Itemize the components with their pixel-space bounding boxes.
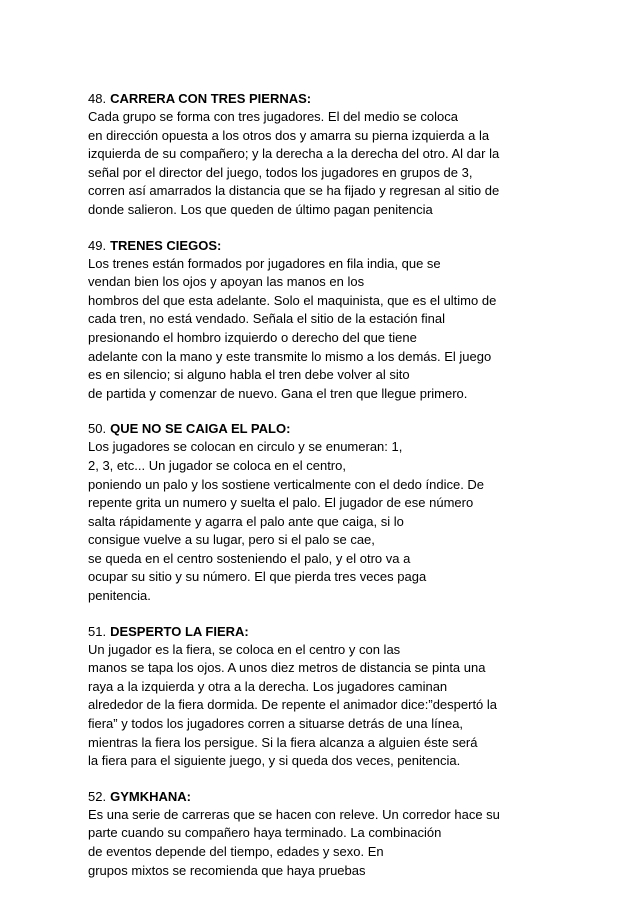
section-title: QUE NO SE CAIGA EL PALO: (110, 421, 291, 437)
text-line: salta rápidamente y agarra el palo ante que caiga, si lo (88, 513, 404, 529)
text-line: se queda en el centro sosteniendo el palo, y el otro va a (88, 550, 411, 566)
text-line: consigue vuelve a su lugar, pero si el palo se cae, (88, 532, 375, 548)
section-51 (88, 623, 554, 771)
text-line: penitencia. (88, 588, 151, 604)
text-line: presionando el hombro izquierdo o derecho del que tiene (88, 329, 417, 345)
text-line: señal por el director del juego, todos los jugadores en grupos de 3, (88, 164, 473, 180)
text-line: adelante con la mano y este transmite lo mismo a los demás. El juego (88, 348, 492, 364)
section-number: 51. (88, 623, 107, 639)
text-line: Cada grupo se forma con tres jugadores. El del medio se coloca (88, 109, 458, 124)
section-heading (88, 788, 554, 806)
section-title: GYMKHANA: (110, 788, 191, 804)
text-line: la fiera para el siguiente juego, y si queda dos veces, penitencia. (88, 753, 461, 769)
text-line: hombros del que esta adelante. Solo el maquinista, que es el ultimo de (88, 292, 497, 308)
text-line: corren así amarrados la distancia que se ha fijado y regresan al sitio de (88, 183, 500, 199)
section-number: 50. (88, 421, 107, 437)
text-line: vendan bien los ojos y apoyan las manos en los (88, 274, 365, 290)
text-line: manos se tapa los ojos. A unos diez metros de distancia se pinta una (88, 660, 486, 676)
text-line: 2, 3, etc... Un jugador se coloca en el centro, (88, 457, 346, 473)
section-52 (88, 788, 554, 880)
section-49 (88, 237, 554, 404)
text-line: fiera” y todos los jugadores corren a situarse detrás de una línea, (88, 716, 464, 732)
text-line: en dirección opuesta a los otros dos y amarra su pierna izquierda a la (88, 127, 490, 143)
section-number: 52. (88, 788, 107, 804)
section-50 (88, 420, 554, 605)
text-line: Los trenes están formados por jugadores en fila india, que se (88, 255, 441, 271)
text-line: mientras la fiera los persigue. Si la fiera alcanza a alguien éste será (88, 734, 478, 750)
section-number: 48. (88, 91, 107, 106)
text-line: repente grita un numero y suelta el palo. El jugador de ese número (88, 495, 474, 511)
text-line: Un jugador es la fiera, se coloca en el centro y con las (88, 641, 401, 657)
text-line: cada tren, no está vendado. Señala el sitio de la estación final (88, 311, 446, 327)
text-line: es en silencio; si alguno habla el tren debe volver al sito (88, 367, 410, 383)
section-number: 49. (88, 237, 107, 253)
section-title: CARRERA CON TRES PIERNAS: (110, 91, 312, 106)
section-heading (88, 90, 554, 108)
text-line: grupos mixtos se recomienda que haya pruebas (88, 862, 366, 878)
section-heading (88, 623, 554, 641)
text-line: raya a la izquierda y otra a la derecha. Los jugadores caminan (88, 678, 448, 694)
section-title: TRENES CIEGOS: (110, 237, 222, 253)
text-line: Es una serie de carreras que se hacen con releve. Un corredor hace su (88, 806, 500, 822)
section-heading (88, 237, 554, 255)
text-line: de eventos depende del tiempo, edades y sexo. En (88, 844, 384, 859)
section-heading (88, 420, 554, 438)
text-line: alrededor de la fiera dormida. De repente el animador dice:”despertó la (88, 697, 498, 713)
text-line: donde salieron. Los que queden de último pagan penitencia (88, 201, 433, 217)
section-title: DESPERTO LA FIERA: (110, 623, 249, 639)
text-line: Los jugadores se colocan en circulo y se enumeran: 1, (88, 439, 403, 455)
text-line: ocupar su sitio y su número. El que pierda tres veces paga (88, 569, 427, 585)
text-line: parte cuando su compañero haya terminado. La combinación (88, 825, 442, 841)
text-line: poniendo un palo y los sostiene verticalmente con el dedo índice. De (88, 476, 485, 492)
section-48 (88, 90, 554, 220)
text-line: izquierda de su compañero; y la derecha a la derecha del otro. Al dar la (88, 146, 500, 162)
text-line: de partida y comenzar de nuevo. Gana el tren que llegue primero. (88, 385, 468, 401)
document-body (88, 90, 554, 897)
